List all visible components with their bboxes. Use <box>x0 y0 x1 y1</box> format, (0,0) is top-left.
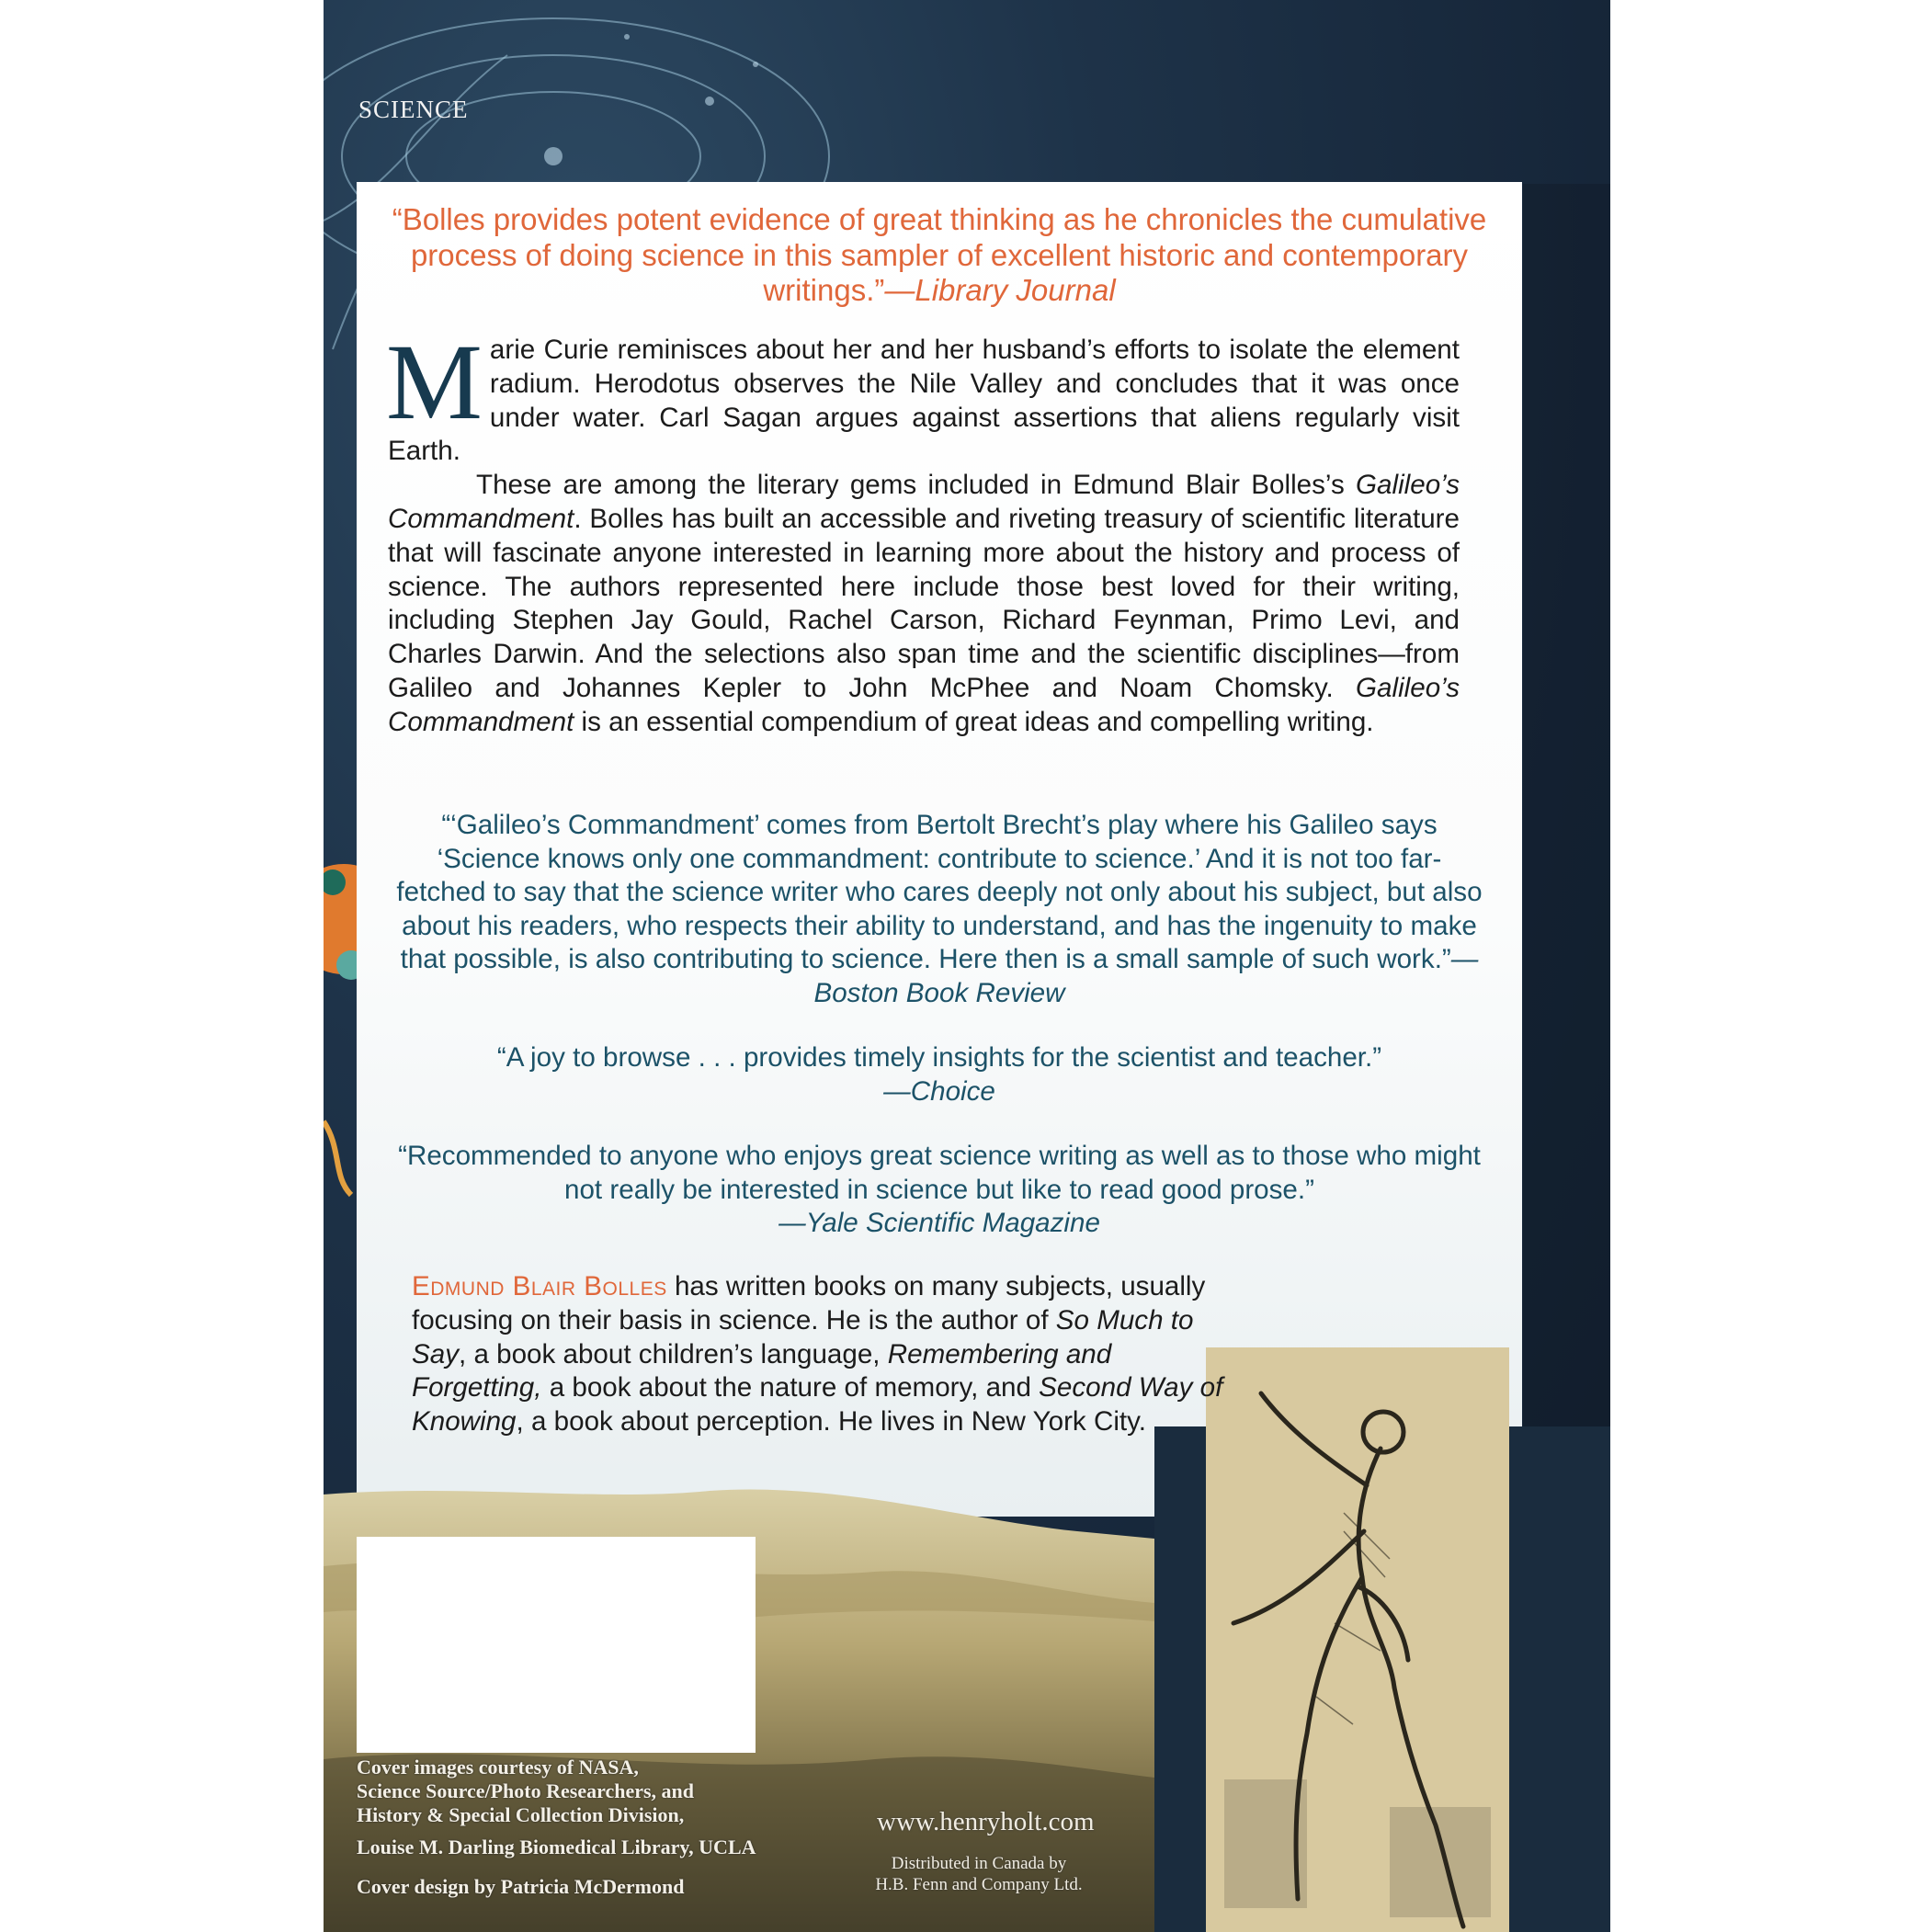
drop-cap: M <box>386 322 483 442</box>
image-credit-line-4: Louise M. Darling Biomedical Library, UCLA <box>357 1835 756 1858</box>
bio-text: has written books on many subjects, usually focusing on their basis in science. He is the author of <box>412 1271 1206 1335</box>
lead-review-quote <box>375 202 1504 309</box>
book-back-cover <box>324 0 1610 1932</box>
category-label: SCIENCE <box>358 96 469 123</box>
author-name: Edmund Blair Bolles <box>412 1271 667 1301</box>
author-biography <box>412 1270 1239 1439</box>
description-text-2a: These are among the literary gems included in Edmund Blair Bolles’s <box>476 470 1357 501</box>
book-title-italic: So Much to Say <box>412 1304 1194 1369</box>
distribution-note <box>866 1853 1092 1895</box>
design-credit: Cover design by Patricia McDermond <box>357 1875 685 1898</box>
distribution-line-1: Distributed in Canada by <box>891 1854 1067 1873</box>
description-paragraph-1 <box>386 322 1460 469</box>
bio-text: , a book about perception. He lives in New York City. <box>516 1406 1146 1438</box>
quote-text: “‘Galileo’s Commandment’ comes from Bertolt Brecht’s play where his Galileo says ‘Science knows only one commandment: contribute to science.’ And it is not too far-fetched to say that the science writer who cares deeply not only about his subject, but also about his readers, who respects their ability to understand, and has the ingenuity to make that possible, is also contributing to science. Here then is a small sample of such work.” <box>396 810 1483 975</box>
quote-source: —Yale Scientific Magazine <box>778 1208 1100 1239</box>
review-quote-boston <box>393 809 1485 1011</box>
barcode-area <box>357 1537 756 1753</box>
quote-source: —Boston Book Review <box>813 944 1479 1008</box>
distribution-line-2: H.B. Fenn and Company Ltd. <box>875 1875 1083 1894</box>
review-quote-yale <box>388 1140 1491 1241</box>
review-quote-choice <box>393 1041 1485 1108</box>
image-credit-line-1: Cover images courtesy of NASA, <box>357 1756 639 1779</box>
image-credit-line-2: Science Source/Photo Researchers, and <box>357 1779 695 1802</box>
lead-quote-text: “Bolles provides potent evidence of great thinking as he chronicles the cumulative process of doing science in this sampler of excellent historic and contemporary writings.” <box>392 202 1487 307</box>
book-title-italic: Remembering and Forgetting, <box>412 1338 1112 1404</box>
quote-text: “A joy to browse . . . provides timely insights for the scientist and teacher.” <box>496 1042 1382 1073</box>
quote-source: —Choice <box>883 1075 995 1107</box>
lead-quote-source: —Library Journal <box>884 273 1116 307</box>
bio-text: , a book about children’s language, <box>459 1338 888 1369</box>
description-paragraph-2 <box>388 469 1460 739</box>
description-text-2c: is an essential compendium of great ideas and compelling writing. <box>574 706 1374 737</box>
description-text-2b: . Bolles has built an accessible and riveting treasury of scientific literature that will fascinate anyone interested in learning more about the history and process of science. The authors represented here include those best loved for their writing, including Stephen Jay Gould, Rachel Carson, Richard Feynman, Primo Levi, and Charles Darwin. And the selections also span time and the scientific disciplines—from Galileo and Johannes Kepler to John McPhee and Noam Chomsky. <box>388 503 1460 703</box>
book-description <box>386 322 1460 740</box>
quote-text: “Recommended to anyone who enjoys great science writing as well as to those who might not really be interested in science but like to read good prose.” <box>398 1141 1481 1205</box>
book-title-italic: Second Way of Knowing <box>412 1372 1223 1438</box>
bio-text: a book about the nature of memory, and <box>541 1372 1040 1404</box>
book-title-italic: Galileo’s Commandment <box>388 470 1460 534</box>
anatomical-figure-engraving <box>1206 1347 1509 1932</box>
description-text-1: arie Curie reminisces about her and her husband’s efforts to isolate the element radium. Herodotus observes the Nile Valley and concludes that it was once under water. Carl Sagan argues against assertions that aliens regularly visit Earth. <box>388 335 1460 467</box>
book-title-italic: Galileo’s Commandment <box>388 672 1460 737</box>
publisher-website: www.henryholt.com <box>877 1807 1095 1836</box>
image-credit-line-3: History & Special Collection Division, <box>357 1803 685 1826</box>
